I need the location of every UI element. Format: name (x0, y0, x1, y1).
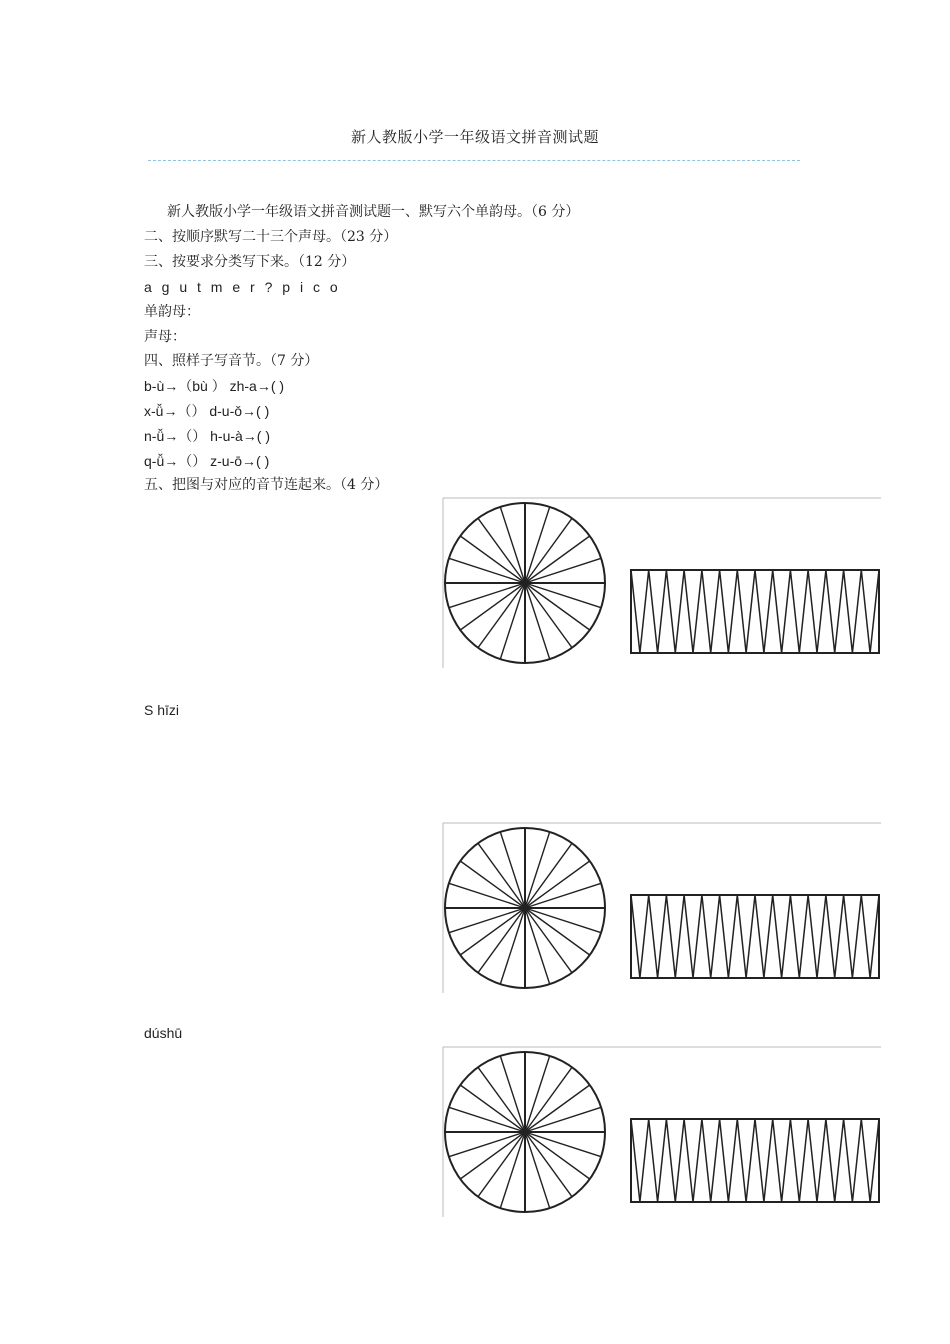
wheel-spoke (478, 518, 525, 583)
syllable-row-3: q-ǚ→（） z-u-ō→( ) (144, 453, 270, 469)
wheel-spoke (525, 507, 550, 583)
finals-label: 单韵母： (144, 304, 200, 320)
wheel-spoke (525, 583, 572, 648)
wheel-spoke (449, 883, 525, 908)
placeholder-graphic (441, 1046, 881, 1217)
wheel-spoke (525, 883, 601, 908)
wheel-spoke (500, 583, 525, 659)
wheel-spoke (460, 1085, 525, 1132)
wheel-spoke (500, 1132, 525, 1208)
wheel-spoke (500, 908, 525, 984)
wheel-spoke (500, 507, 525, 583)
wheel-spoke (478, 1132, 525, 1197)
zigzag-line (631, 1119, 879, 1202)
question-5: 五、把图与对应的音节连起来。（4 分） (144, 477, 389, 493)
wheel-spoke (478, 908, 525, 973)
wheel-spoke (449, 583, 525, 608)
wheel-spoke (525, 1132, 550, 1208)
wheel-spoke (525, 1056, 550, 1132)
wheel-spoke (525, 1107, 601, 1132)
wheel-spoke (525, 518, 572, 583)
syllable-row-2: n-ǚ→（） h-u-à→( ) (144, 428, 271, 444)
zigzag-line (631, 895, 879, 978)
syllable-example: b-ù→（bù ） zh-a→( ) (144, 378, 285, 394)
wheel-spoke (525, 832, 550, 908)
wheel-spoke (460, 536, 525, 583)
question-4: 四、照样子写音节。（7 分） (144, 353, 319, 369)
wheel-spoke (525, 908, 590, 955)
wheel-spoke (525, 908, 601, 933)
wheel-spoke (460, 583, 525, 630)
wheel-spoke (460, 861, 525, 908)
wheel-spoke (525, 908, 572, 973)
wheel-spoke (500, 1056, 525, 1132)
wheel-spoke (460, 1132, 525, 1179)
wheel-spoke (525, 1067, 572, 1132)
wheel-spoke (478, 1067, 525, 1132)
pinyin-item-1: S hīzi (144, 702, 180, 718)
wheel-spoke (525, 843, 572, 908)
wheel-spoke (449, 908, 525, 933)
wheel-spoke (525, 1132, 601, 1157)
wheel-spoke (525, 861, 590, 908)
wheel-spoke (525, 583, 601, 608)
wheel-spoke (525, 1132, 590, 1179)
wheel-spoke (525, 908, 550, 984)
wheel-spoke (525, 1085, 590, 1132)
initials-label: 声母： (144, 329, 186, 345)
syllable-row-1: x-ǚ→（） d-u-ǒ→( ) (144, 403, 270, 419)
placeholder-graphic (441, 822, 881, 993)
wheel-spoke (525, 583, 550, 659)
pinyin-item-2: dúshū (144, 1025, 183, 1041)
picture-placeholder-3 (441, 1046, 881, 1217)
title-divider (148, 160, 800, 161)
wheel-spoke (478, 583, 525, 648)
question-2: 二、按顺序默写二十三个声母。（23 分） (144, 229, 398, 245)
question-1: 新人教版小学一年级语文拼音测试题一、默写六个单韵母。（6 分） (167, 204, 580, 220)
wheel-spoke (525, 1132, 572, 1197)
wheel-spoke (525, 558, 601, 583)
letter-list: a g u t m e r ? p i c o (144, 279, 341, 295)
wheel-spoke (500, 832, 525, 908)
question-3: 三、按要求分类写下来。（12 分） (144, 254, 356, 270)
picture-placeholder-2 (441, 822, 881, 993)
zigzag-line (631, 570, 879, 653)
wheel-spoke (449, 1107, 525, 1132)
page-title: 新人教版小学一年级语文拼音测试题 (350, 128, 599, 146)
picture-placeholder-1 (441, 497, 881, 668)
wheel-spoke (525, 536, 590, 583)
wheel-spoke (449, 1132, 525, 1157)
wheel-spoke (525, 583, 590, 630)
wheel-spoke (449, 558, 525, 583)
wheel-spoke (478, 843, 525, 908)
wheel-spoke (460, 908, 525, 955)
placeholder-graphic (441, 497, 881, 668)
